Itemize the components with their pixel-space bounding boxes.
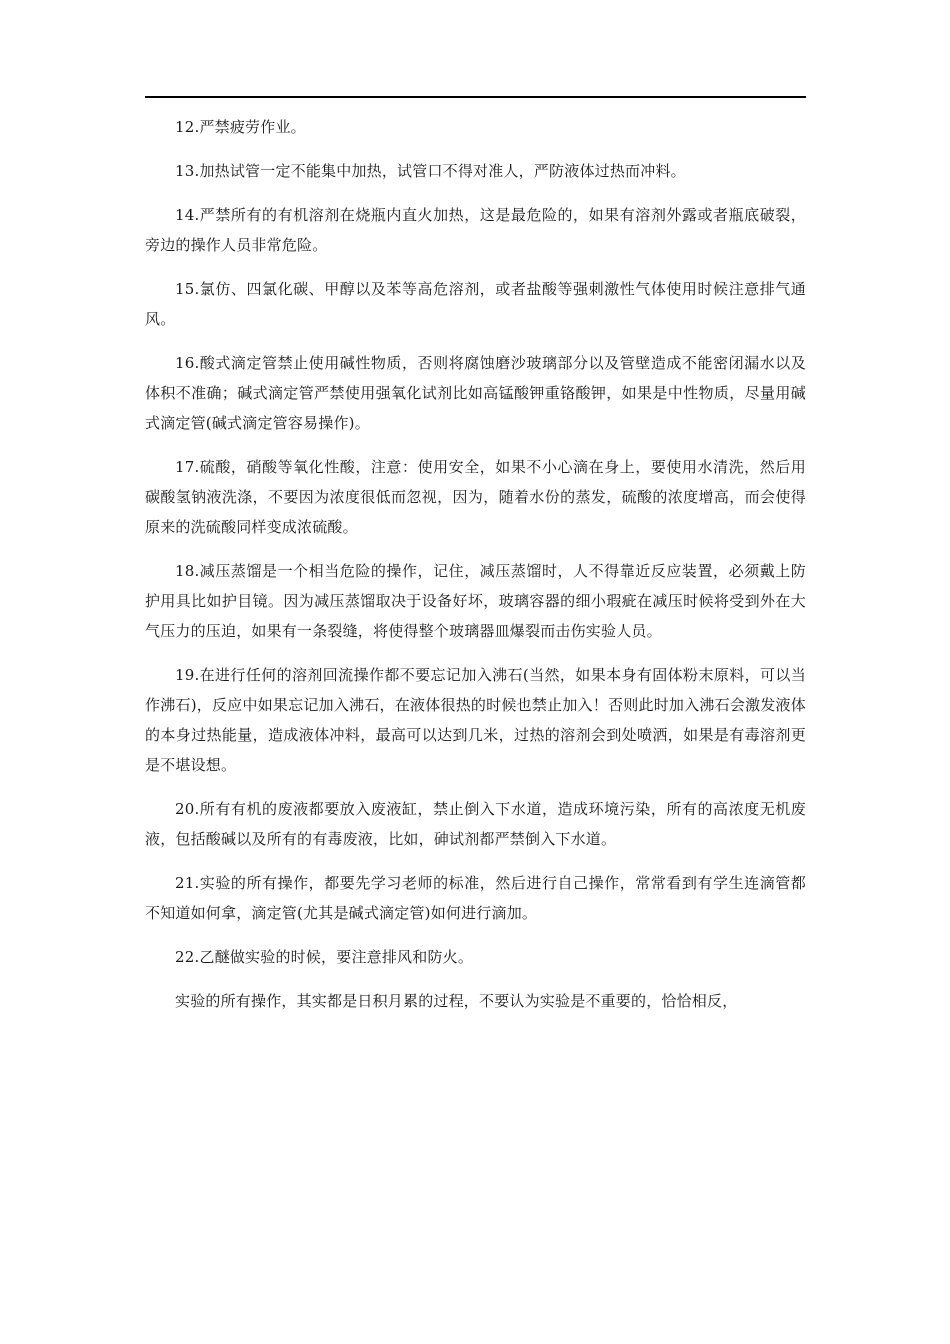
paragraph-18: 18.减压蒸馏是一个相当危险的操作，记住，减压蒸馏时，人不得靠近反应装置，必须戴上防护用具比如护目镜。因为减压蒸馏取决于设备好坏，玻璃容器的细小瑕疵在减压时候将受到外在大气压力的压迫，如果有一条裂缝，将使得整个玻璃器皿爆裂而击伤实验人员。: [145, 562, 806, 640]
paragraph-21: 21.实验的所有操作，都要先学习老师的标准，然后进行自己操作，常常看到有学生连滴管都不知道如何拿，滴定管(尤其是碱式滴定管)如何进行滴加。: [145, 874, 806, 922]
paragraph-closing: 实验的所有操作，其实都是日积月累的过程，不要认为实验是不重要的，恰恰相反，: [175, 992, 738, 1010]
paragraph-12: 12.严禁疲劳作业。: [175, 118, 306, 136]
paragraph-15: 15.氯仿、四氯化碳、甲醇以及苯等高危溶剂，或者盐酸等强刺激性气体使用时候注意排气通风。: [145, 280, 806, 328]
paragraph-20: 20.所有有机的废液都要放入废液缸，禁止倒入下水道，造成环境污染，所有的高浓度无机废液，包括酸碱以及所有的有毒废液，比如，砷试剂都严禁倒入下水道。: [145, 800, 806, 848]
header-rule: [145, 96, 806, 98]
paragraph-14: 14.严禁所有的有机溶剂在烧瓶内直火加热，这是最危险的，如果有溶剂外露或者瓶底破裂，旁边的操作人员非常危险。: [145, 206, 806, 254]
paragraph-13: 13.加热试管一定不能集中加热，试管口不得对准人，严防液体过热而冲料。: [175, 162, 686, 180]
paragraph-17: 17.硫酸，硝酸等氧化性酸，注意：使用安全，如果不小心滴在身上，要使用水清洗，然后用碳酸氢钠液洗涤，不要因为浓度很低而忽视，因为，随着水份的蒸发，硫酸的浓度增高，而会使得原来的洗硫酸同样变成浓硫酸。: [145, 458, 806, 536]
paragraph-22: 22.乙醚做实验的时候，要注意排风和防火。: [175, 948, 474, 966]
paragraph-16: 16.酸式滴定管禁止使用碱性物质，否则将腐蚀磨沙玻璃部分以及管壁造成不能密闭漏水以及体积不准确；碱式滴定管严禁使用强氧化试剂比如高锰酸钾重铬酸钾，如果是中性物质，尽量用碱式滴定管(碱式滴定管容易操作)。: [145, 354, 806, 432]
document-body: [145, 112, 806, 1030]
paragraph-19: 19.在进行任何的溶剂回流操作都不要忘记加入沸石(当然，如果本身有固体粉末原料，可以当作沸石)，反应中如果忘记加入沸石，在液体很热的时候也禁止加入！否则此时加入沸石会激发液体的本身过热能量，造成液体冲料，最高可以达到几米，过热的溶剂会到处喷洒，如果是有毒溶剂更是不堪设想。: [145, 666, 806, 774]
